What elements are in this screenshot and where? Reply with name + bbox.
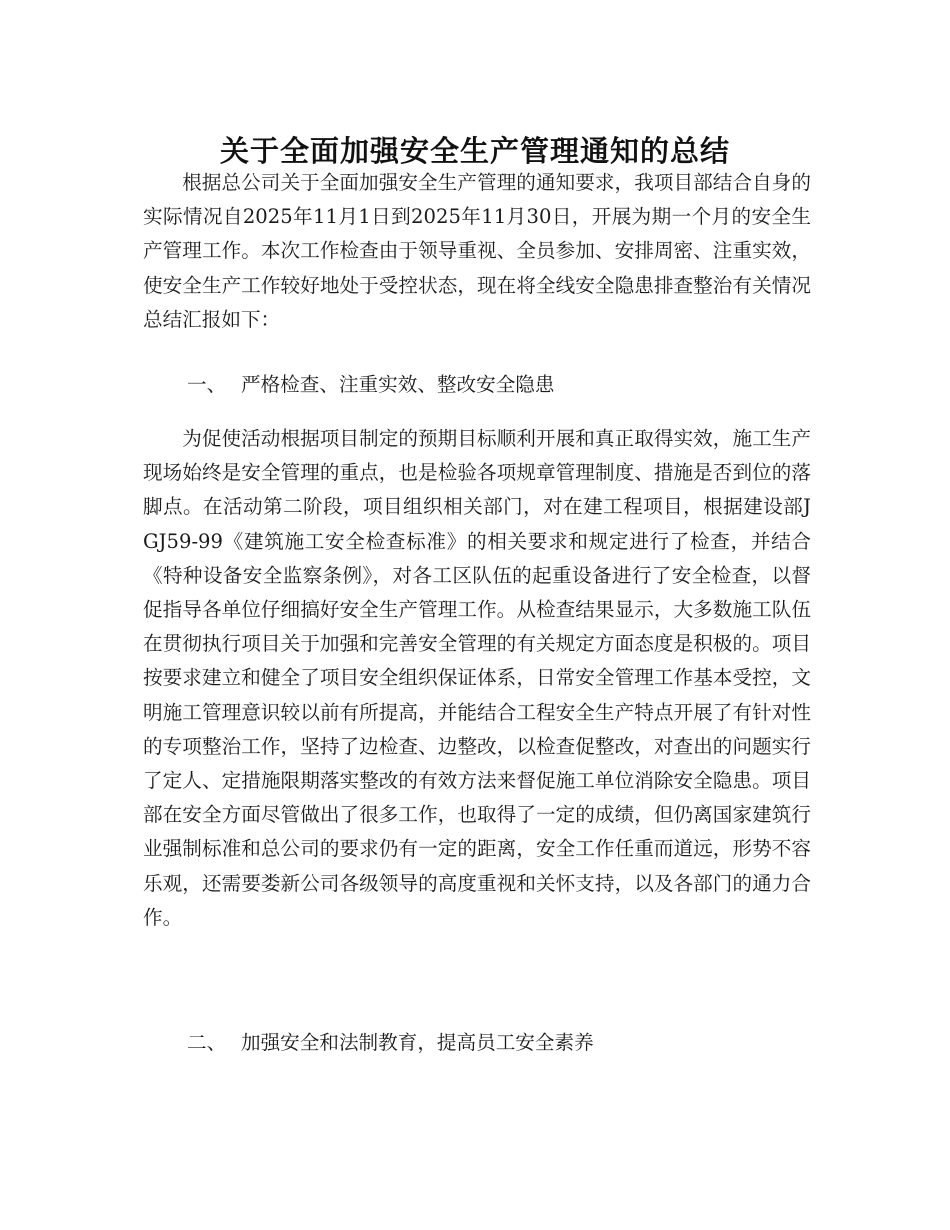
section-heading-2-number: 二、 [187,1031,227,1054]
section-heading-1-number: 一、 [187,373,227,396]
section-heading-2 [187,1026,827,1060]
section-heading-1-text: 严格检查、注重实效、整改安全隐患 [241,373,555,396]
section-heading-2-text: 加强安全和法制教育，提高员工安全素养 [241,1031,594,1054]
document-title: 关于全面加强安全生产管理通知的总结 [219,134,730,169]
intro-paragraph: 根据总公司关于全面加强安全生产管理的通知要求，我项目部结合自身的实际情况自2025年11月1日到2025年11月30日，开展为期一个月的安全生产管理工作。本次工作检查由于领导重视、全员参加、安排周密、注重实效，使安全生产工作较好地处于受控状态，现在将全线安全隐患排查整治有关情况总结汇报如下： [143,171,811,331]
section-heading-1 [187,368,827,402]
section-1-paragraph: 为促使活动根据项目制定的预期目标顺利开展和真正取得实效，施工生产现场始终是安全管理的重点，也是检验各项规章管理制度、措施是否到位的落脚点。在活动第二阶段，项目组织相关部门，对在建工程项目，根据建设部JGJ59-99《建筑施工安全检查标准》的相关要求和规定进行了检查，并结合《特种设备安全监察条例》，对各工区队伍的起重设备进行了安全检查，以督促指导各单位仔细搞好安全生产管理工作。从检查结果显示，大多数施工队伍在贯彻执行项目关于加强和完善安全管理的有关规定方面态度是积极的。项目按要求建立和健全了项目安全组织保证体系，日常安全管理工作基本受控，文明施工管理意识较以前有所提高，并能结合工程安全生产特点开展了有针对性的专项整治工作，坚持了边检查、边整改，以检查促整改，对查出的问题实行了定人、定措施限期落实整改的有效方法来督促施工单位消除安全隐患。项目部在安全方面尽管做出了很多工作，也取得了一定的成绩，但仍离国家建筑行业强制标准和总公司的要求仍有一定的距离，安全工作任重而道远，形势不容乐观，还需要娄新公司各级领导的高度重视和关怀支持，以及各部门的通力合作。 [143,427,811,929]
